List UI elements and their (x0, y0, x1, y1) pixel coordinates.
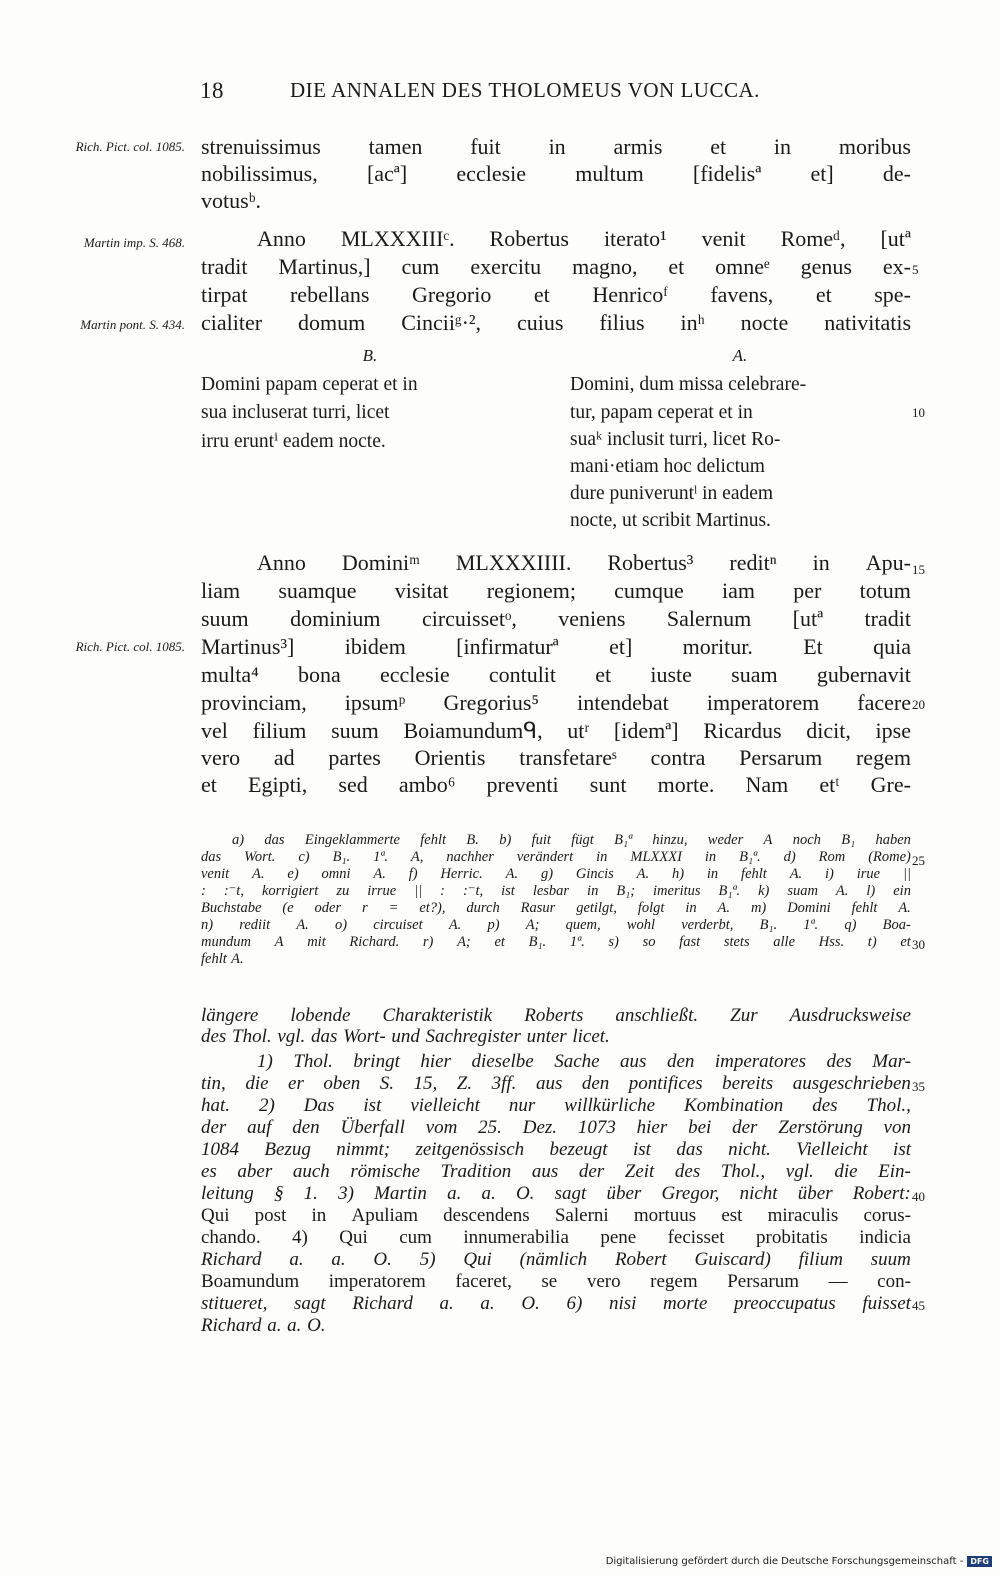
footnote-line: : :⁻t, korrigiert zu irrue || : :⁻t, ist lesbar in B₁; imeritus B₁ª. k) suam A. l) ein (201, 883, 911, 899)
digitization-credit (606, 1556, 992, 1567)
commentary-line: Boamundum imperatorem faceret, se vero regem Persarum — con- (201, 1271, 911, 1292)
text-line: vero ad partes Orientis transfetareˢ contra Persarum regem (201, 745, 911, 770)
text-line: Anno MLXXXIIIᶜ. Robertus iterato¹ venit Romeᵈ, [utª (257, 226, 911, 251)
text-line: votusᵇ. (201, 188, 261, 213)
commentary-line: 1) Thol. bringt hier dieselbe Sache aus den imperatores des Mar- (257, 1051, 911, 1072)
text-line: vel filium suum Boiamundumᑫ, utʳ [idemª] Ricardus dicit, ipse (201, 718, 911, 743)
text-line: cialiter domum Cinciiᵍ·², cuius filius inʰ nocte nativitatis (201, 310, 911, 335)
line-number: 45 (912, 1298, 925, 1313)
column-label-b: B. (362, 346, 378, 365)
commentary-line: längere lobende Charakteristik Roberts anschließt. Zur Ausdrucksweise (201, 1005, 911, 1026)
footnote-line: a) das Eingeklammerte fehlt B. b) fuit fügt B₁ª hinzu, weder A noch B₁ haben (232, 832, 911, 848)
commentary-line: leitung § 1. 3) Martin a. a. O. sagt über Gregor, nicht über Robert: (201, 1183, 911, 1204)
commentary-line: des Thol. vgl. das Wort- und Sachregister unter licet. (201, 1026, 610, 1047)
line-number: 15 (912, 562, 925, 577)
footnote-line: n) rediit A. o) circuiset A. p) A; quem, wohl verderbt, B₁. 1ª. q) Boa- (201, 917, 911, 933)
line-number: 40 (912, 1189, 925, 1204)
column-a-line: nocte, ut scribit Martinus. (570, 510, 771, 531)
commentary-line: es aber auch römische Tradition aus der Zeit des Thol., vgl. die Ein- (201, 1161, 911, 1182)
margin-ref: Martin imp. S. 468. (83, 235, 185, 250)
commentary-line: stitueret, sagt Richard a. a. O. 6) nisi morte preoccupatus fuisset (201, 1293, 911, 1314)
text-line: provinciam, ipsumᵖ Gregorius⁵ intendebat imperatorem facere (201, 690, 911, 715)
column-b-line: irru eruntⁱ eadem nocte. (201, 431, 386, 452)
text-line: nobilissimus, [acª] ecclesie multum [fidelisª et] de- (201, 161, 911, 186)
column-a-line: mani·etiam hoc delictum (570, 456, 765, 477)
credit-text: Digitalisierung gefördert durch die Deutsche Forschungsgemeinschaft - (605, 1556, 964, 1567)
commentary-line: Richard a. a. O. (201, 1315, 326, 1336)
commentary-line: hat. 2) Das ist vielleicht nur willkürliche Kombination des Thol., (201, 1095, 911, 1116)
line-number: 10 (912, 405, 925, 420)
commentary-line: Richard a. a. O. 5) Qui (nämlich Robert Guiscard) filium suum (201, 1249, 911, 1270)
column-a-line: tur, papam ceperat et in (570, 402, 753, 423)
footnote-line: das Wort. c) B₁. 1ª. A, nachher verändert in MLXXXI in B₁ª. d) Rom (Rome) (201, 849, 911, 865)
text-line: tirpat rebellans Gregorio et Henricoᶠ favens, et spe- (201, 282, 911, 307)
text-line: strenuissimus tamen fuit in armis et in moribus (201, 134, 911, 159)
dfg-logo: DFG (967, 1556, 992, 1567)
line-number: 35 (912, 1079, 925, 1094)
text-line: et Egipti, sed ambo⁶ preventi sunt morte. Nam etᵗ Gre- (201, 772, 911, 797)
line-number: 25 (912, 853, 925, 868)
column-a-line: dure puniveruntˡ in eadem (570, 483, 774, 504)
column-b-line: Domini papam ceperat et in (201, 374, 418, 395)
margin-ref: Rich. Pict. col. 1085. (75, 139, 185, 154)
line-number: 5 (912, 262, 919, 277)
text-line: Anno Dominiᵐ MLXXXIIII. Robertus³ reditⁿ in Apu- (257, 550, 911, 575)
text-line: multa⁴ bona ecclesie contulit et iuste suam gubernavit (201, 662, 911, 687)
commentary-line: chando. 4) Qui cum innumerabilia pene fecisset probitatis indicia (201, 1227, 911, 1248)
page-number: 18 (200, 78, 224, 103)
text-line: Martinus³] ibidem [infirmaturª et] moritur. Et quia (201, 634, 911, 659)
column-b-line: sua incluserat turri, licet (201, 402, 390, 423)
line-number: 30 (912, 937, 925, 952)
text-line: liam suamque visitat regionem; cumque iam per totum (201, 578, 911, 603)
text-line: suum dominium circuissetᵒ, veniens Salernum [utª tradit (201, 606, 911, 631)
commentary-line: tin, die er oben S. 15, Z. 3ff. aus den pontifices bereits ausgeschrieben (201, 1073, 911, 1094)
text-line: tradit Martinus,] cum exercitu magno, et omneᵉ genus ex- (201, 254, 911, 279)
commentary-line: Qui post in Apuliam descendens Salerni mortuus est miraculis corus- (201, 1205, 911, 1226)
column-a-line: Domini, dum missa celebrare- (570, 374, 807, 395)
margin-ref: Rich. Pict. col. 1085. (75, 639, 185, 654)
column-a-line: suaᵏ inclusit turri, licet Ro- (570, 429, 781, 450)
commentary-line: der auf den Überfall vom 25. Dez. 1073 hier bei der Zerstörung von (201, 1117, 911, 1138)
margin-ref: Martin pont. S. 434. (80, 317, 185, 332)
column-label-a: A. (732, 346, 748, 365)
line-number: 20 (912, 697, 925, 712)
running-title: DIE ANNALEN DES THOLOMEUS VON LUCCA. (290, 78, 760, 102)
footnote-line: fehlt A. (201, 951, 244, 967)
footnote-line: mundum A mit Richard. r) A; et B₁. 1ª. s) so fast stets alle Hss. t) et (201, 934, 911, 950)
commentary-line: 1084 Bezug nimmt; zeitgenössisch bezeugt ist das nicht. Vielleicht ist (201, 1139, 911, 1160)
footnote-line: Buchstabe (e oder r = et?), durch Rasur getilgt, folgt in A. m) Domini fehlt A. (201, 900, 911, 916)
running-header (200, 78, 912, 112)
footnote-line: venit A. e) omni A. f) Herric. A. g) Gincis A. h) in fehlt A. i) irue || (201, 866, 911, 882)
